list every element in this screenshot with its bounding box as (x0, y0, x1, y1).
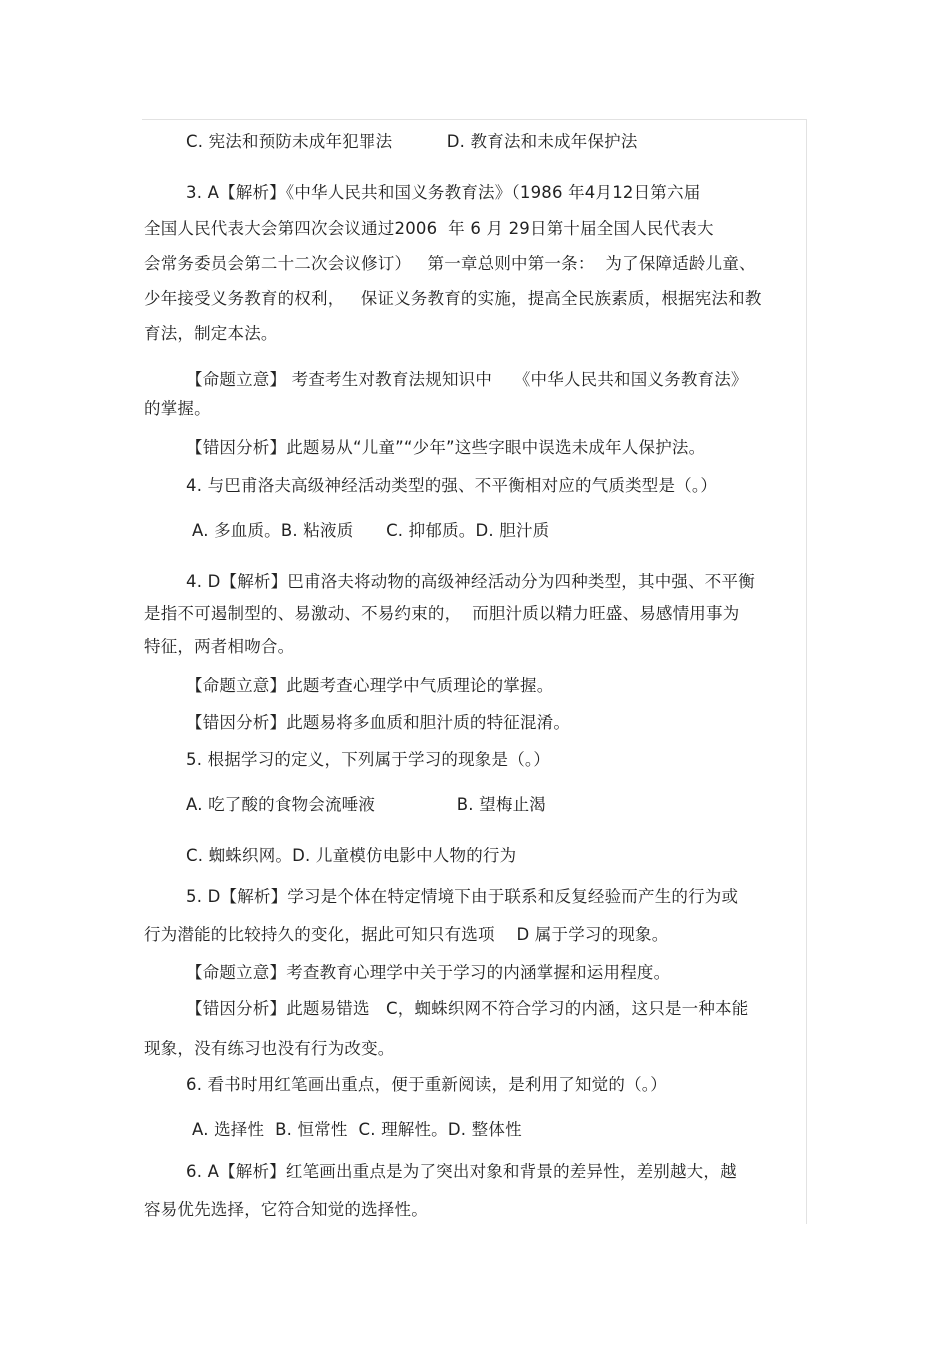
text-line: A. 吃了酸的食物会流唾液 B. 望梅止渴 (186, 795, 546, 814)
text-line: 【错因分析】此题易错选 C，蜘蛛织网不符合学习的内涵，这只是一种本能 (186, 999, 749, 1018)
text-line: 4. 与巴甫洛夫高级神经活动类型的强、不平衡相对应的气质类型是（。） (186, 476, 718, 495)
text-line: 【命题立意】 考查考生对教育法规知识中 《中华人民共和国义务教育法》 (186, 370, 748, 389)
text-line: 特征，两者相吻合。 (144, 637, 295, 656)
text-line: 容易优先选择，它符合知觉的选择性。 (144, 1200, 428, 1219)
text-line: 【命题立意】此题考查心理学中气质理论的掌握。 (186, 676, 554, 695)
text-line: 【错因分析】此题易将多血质和胆汁质的特征混淆。 (186, 713, 571, 732)
text-line: 6. 看书时用红笔画出重点，便于重新阅读，是利用了知觉的（。） (186, 1075, 667, 1094)
text-line: A. 多血质。B. 粘液质 C. 抑郁质。D. 胆汁质 (192, 521, 550, 540)
text-line: 【命题立意】考查教育心理学中关于学习的内涵掌握和运用程度。 (186, 963, 671, 982)
text-line: 行为潜能的比较持久的变化，据此可知只有选项 D 属于学习的现象。 (144, 925, 669, 944)
text-line: 5. 根据学习的定义，下列属于学习的现象是（。） (186, 750, 551, 769)
text-line: 全国人民代表大会第四次会议通过2006 年 6 月 29日第十届全国人民代表大 (144, 219, 714, 238)
text-line: 育法，制定本法。 (144, 324, 278, 343)
text-line: 少年接受义务教育的权利， 保证义务教育的实施，提高全民族素质，根据宪法和教 (144, 289, 762, 308)
text-line: 3. A【解析】《中华人民共和国义务教育法》（1986 年4月12日第六届 (186, 183, 701, 202)
text-line: 的掌握。 (144, 399, 211, 418)
text-line: 6. A【解析】红笔画出重点是为了突出对象和背景的差异性，差别越大，越 (186, 1162, 737, 1181)
text-line: 【错因分析】此题易从“儿童”“少年”这些字眼中误选未成年人保护法。 (186, 438, 706, 457)
text-line: 会常务委员会第二十二次会议修订） 第一章总则中第一条： 为了保障适龄儿童、 (144, 254, 756, 273)
text-line: 5. D【解析】学习是个体在特定情境下由于联系和反复经验而产生的行为或 (186, 887, 739, 906)
page-frame-top (142, 119, 806, 120)
text-line: 现象，没有练习也没有行为改变。 (144, 1039, 395, 1058)
text-line: C. 宪法和预防未成年犯罪法 D. 教育法和未成年保护法 (186, 132, 638, 151)
page-frame-right (806, 119, 807, 1224)
text-line: A. 选择性 B. 恒常性 C. 理解性。D. 整体性 (192, 1120, 522, 1139)
text-line: 是指不可遏制型的、易激动、不易约束的， 而胆汁质以精力旺盛、易感情用事为 (144, 604, 740, 623)
text-line: 4. D【解析】巴甫洛夫将动物的高级神经活动分为四种类型，其中强、不平衡 (186, 572, 755, 591)
text-line: C. 蜘蛛织网。D. 儿童模仿电影中人物的行为 (186, 846, 517, 865)
